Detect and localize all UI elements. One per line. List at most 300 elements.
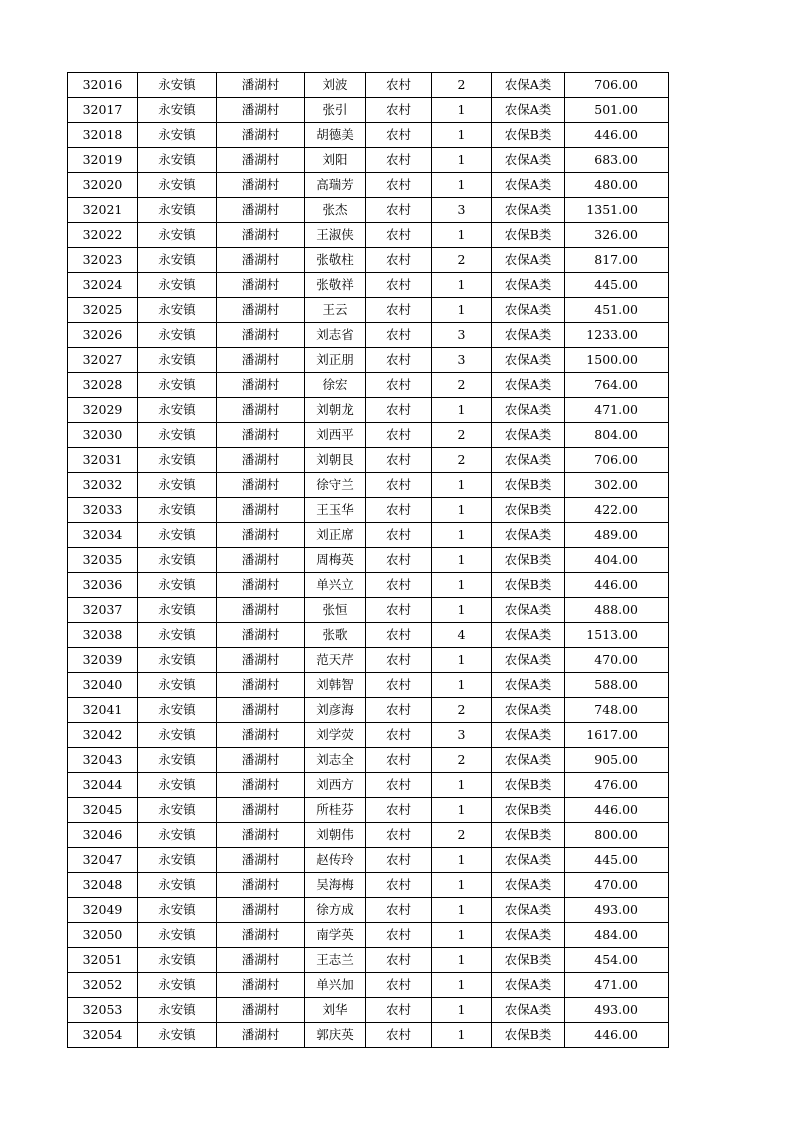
- town-cell: 永安镇: [138, 373, 217, 398]
- record-id-cell: 32019: [68, 148, 138, 173]
- household-type-cell: 农村: [366, 548, 432, 573]
- household-type-cell: 农村: [366, 498, 432, 523]
- town-cell: 永安镇: [138, 423, 217, 448]
- insurance-category-cell: 农保A类: [492, 523, 565, 548]
- table-row: [68, 773, 669, 798]
- insurance-category-cell: 农保A类: [492, 673, 565, 698]
- table-row: [68, 623, 669, 648]
- table-row: [68, 248, 669, 273]
- table-row: [68, 223, 669, 248]
- insurance-category-cell: 农保A类: [492, 748, 565, 773]
- amount-cell: 683.00: [565, 148, 669, 173]
- table-row: [68, 648, 669, 673]
- town-cell: 永安镇: [138, 623, 217, 648]
- amount-cell: 476.00: [565, 773, 669, 798]
- insurance-category-cell: 农保A类: [492, 298, 565, 323]
- insurance-category-cell: 农保A类: [492, 148, 565, 173]
- household-type-cell: 农村: [366, 723, 432, 748]
- household-type-cell: 农村: [366, 573, 432, 598]
- village-cell: 潘湖村: [217, 273, 305, 298]
- amount-cell: 764.00: [565, 373, 669, 398]
- town-cell: 永安镇: [138, 523, 217, 548]
- insurance-category-cell: 农保B类: [492, 223, 565, 248]
- member-count-cell: 2: [432, 823, 492, 848]
- insurance-category-cell: 农保A类: [492, 423, 565, 448]
- name-cell: 王淑侠: [305, 223, 366, 248]
- town-cell: 永安镇: [138, 648, 217, 673]
- record-id-cell: 32030: [68, 423, 138, 448]
- town-cell: 永安镇: [138, 473, 217, 498]
- member-count-cell: 2: [432, 373, 492, 398]
- member-count-cell: 3: [432, 723, 492, 748]
- table-row: [68, 898, 669, 923]
- insurance-category-cell: 农保A类: [492, 448, 565, 473]
- table-row: [68, 498, 669, 523]
- name-cell: 张引: [305, 98, 366, 123]
- town-cell: 永安镇: [138, 723, 217, 748]
- record-id-cell: 32023: [68, 248, 138, 273]
- household-type-cell: 农村: [366, 373, 432, 398]
- member-count-cell: 1: [432, 498, 492, 523]
- member-count-cell: 4: [432, 623, 492, 648]
- record-id-cell: 32054: [68, 1023, 138, 1048]
- insurance-category-cell: 农保A类: [492, 173, 565, 198]
- member-count-cell: 1: [432, 998, 492, 1023]
- amount-cell: 446.00: [565, 1023, 669, 1048]
- household-type-cell: 农村: [366, 248, 432, 273]
- household-type-cell: 农村: [366, 398, 432, 423]
- member-count-cell: 2: [432, 448, 492, 473]
- insurance-category-cell: 农保A类: [492, 248, 565, 273]
- insurance-category-cell: 农保B类: [492, 798, 565, 823]
- table-row: [68, 698, 669, 723]
- amount-cell: 470.00: [565, 873, 669, 898]
- amount-cell: 588.00: [565, 673, 669, 698]
- insurance-category-cell: 农保B类: [492, 773, 565, 798]
- town-cell: 永安镇: [138, 573, 217, 598]
- village-cell: 潘湖村: [217, 223, 305, 248]
- village-cell: 潘湖村: [217, 298, 305, 323]
- name-cell: 吴海梅: [305, 873, 366, 898]
- household-type-cell: 农村: [366, 73, 432, 98]
- insurance-category-cell: 农保A类: [492, 723, 565, 748]
- name-cell: 王云: [305, 298, 366, 323]
- amount-cell: 446.00: [565, 573, 669, 598]
- name-cell: 刘彦海: [305, 698, 366, 723]
- insurance-category-cell: 农保A类: [492, 373, 565, 398]
- record-id-cell: 32042: [68, 723, 138, 748]
- name-cell: 张敬祥: [305, 273, 366, 298]
- member-count-cell: 1: [432, 473, 492, 498]
- member-count-cell: 1: [432, 523, 492, 548]
- household-type-cell: 农村: [366, 773, 432, 798]
- amount-cell: 905.00: [565, 748, 669, 773]
- household-type-cell: 农村: [366, 223, 432, 248]
- household-type-cell: 农村: [366, 473, 432, 498]
- record-id-cell: 32050: [68, 923, 138, 948]
- village-cell: 潘湖村: [217, 773, 305, 798]
- table-row: [68, 798, 669, 823]
- name-cell: 王志兰: [305, 948, 366, 973]
- insurance-category-cell: 农保A类: [492, 598, 565, 623]
- village-cell: 潘湖村: [217, 498, 305, 523]
- record-id-cell: 32053: [68, 998, 138, 1023]
- record-id-cell: 32038: [68, 623, 138, 648]
- table-row: [68, 273, 669, 298]
- table-row: [68, 998, 669, 1023]
- name-cell: 高瑞芳: [305, 173, 366, 198]
- household-type-cell: 农村: [366, 748, 432, 773]
- record-id-cell: 32044: [68, 773, 138, 798]
- household-type-cell: 农村: [366, 523, 432, 548]
- insurance-category-cell: 农保A类: [492, 698, 565, 723]
- village-cell: 潘湖村: [217, 198, 305, 223]
- table-row: [68, 98, 669, 123]
- record-id-cell: 32046: [68, 823, 138, 848]
- household-type-cell: 农村: [366, 298, 432, 323]
- town-cell: 永安镇: [138, 748, 217, 773]
- record-id-cell: 32039: [68, 648, 138, 673]
- name-cell: 赵传玲: [305, 848, 366, 873]
- amount-cell: 480.00: [565, 173, 669, 198]
- amount-cell: 422.00: [565, 498, 669, 523]
- record-id-cell: 32025: [68, 298, 138, 323]
- amount-cell: 501.00: [565, 98, 669, 123]
- name-cell: 刘韩智: [305, 673, 366, 698]
- table-row: [68, 598, 669, 623]
- record-id-cell: 32026: [68, 323, 138, 348]
- village-cell: 潘湖村: [217, 648, 305, 673]
- record-id-cell: 32020: [68, 173, 138, 198]
- town-cell: 永安镇: [138, 873, 217, 898]
- amount-cell: 1233.00: [565, 323, 669, 348]
- amount-cell: 451.00: [565, 298, 669, 323]
- household-type-cell: 农村: [366, 173, 432, 198]
- name-cell: 南学英: [305, 923, 366, 948]
- record-id-cell: 32024: [68, 273, 138, 298]
- amount-cell: 489.00: [565, 523, 669, 548]
- member-count-cell: 2: [432, 698, 492, 723]
- amount-cell: 493.00: [565, 998, 669, 1023]
- village-cell: 潘湖村: [217, 398, 305, 423]
- record-id-cell: 32029: [68, 398, 138, 423]
- amount-cell: 326.00: [565, 223, 669, 248]
- member-count-cell: 1: [432, 398, 492, 423]
- record-id-cell: 32043: [68, 748, 138, 773]
- village-cell: 潘湖村: [217, 323, 305, 348]
- amount-cell: 445.00: [565, 273, 669, 298]
- name-cell: 刘正席: [305, 523, 366, 548]
- amount-cell: 1351.00: [565, 198, 669, 223]
- table-row: [68, 923, 669, 948]
- member-count-cell: 1: [432, 648, 492, 673]
- member-count-cell: 1: [432, 173, 492, 198]
- town-cell: 永安镇: [138, 448, 217, 473]
- record-id-cell: 32031: [68, 448, 138, 473]
- village-cell: 潘湖村: [217, 448, 305, 473]
- village-cell: 潘湖村: [217, 698, 305, 723]
- village-cell: 潘湖村: [217, 923, 305, 948]
- record-id-cell: 32052: [68, 973, 138, 998]
- table-row: [68, 473, 669, 498]
- amount-cell: 817.00: [565, 248, 669, 273]
- town-cell: 永安镇: [138, 848, 217, 873]
- insurance-category-cell: 农保B类: [492, 948, 565, 973]
- amount-cell: 454.00: [565, 948, 669, 973]
- household-type-cell: 农村: [366, 323, 432, 348]
- record-id-cell: 32016: [68, 73, 138, 98]
- table-row: [68, 848, 669, 873]
- table-row: [68, 673, 669, 698]
- record-id-cell: 32049: [68, 898, 138, 923]
- village-cell: 潘湖村: [217, 823, 305, 848]
- record-id-cell: 32037: [68, 598, 138, 623]
- household-type-cell: 农村: [366, 898, 432, 923]
- name-cell: 王玉华: [305, 498, 366, 523]
- member-count-cell: 1: [432, 1023, 492, 1048]
- household-type-cell: 农村: [366, 198, 432, 223]
- household-type-cell: 农村: [366, 98, 432, 123]
- amount-cell: 471.00: [565, 973, 669, 998]
- member-count-cell: 1: [432, 148, 492, 173]
- insurance-category-cell: 农保B类: [492, 123, 565, 148]
- name-cell: 刘正朋: [305, 348, 366, 373]
- village-cell: 潘湖村: [217, 748, 305, 773]
- member-count-cell: 1: [432, 548, 492, 573]
- village-cell: 潘湖村: [217, 348, 305, 373]
- town-cell: 永安镇: [138, 998, 217, 1023]
- table-row: [68, 873, 669, 898]
- record-id-cell: 32018: [68, 123, 138, 148]
- village-cell: 潘湖村: [217, 948, 305, 973]
- amount-cell: 404.00: [565, 548, 669, 573]
- town-cell: 永安镇: [138, 148, 217, 173]
- town-cell: 永安镇: [138, 223, 217, 248]
- village-cell: 潘湖村: [217, 73, 305, 98]
- household-type-cell: 农村: [366, 623, 432, 648]
- table-row: [68, 523, 669, 548]
- name-cell: 刘西方: [305, 773, 366, 798]
- amount-cell: 748.00: [565, 698, 669, 723]
- table-row: [68, 448, 669, 473]
- town-cell: 永安镇: [138, 348, 217, 373]
- table-row: [68, 73, 669, 98]
- village-cell: 潘湖村: [217, 1023, 305, 1048]
- name-cell: 张敬柱: [305, 248, 366, 273]
- town-cell: 永安镇: [138, 598, 217, 623]
- amount-cell: 302.00: [565, 473, 669, 498]
- member-count-cell: 1: [432, 673, 492, 698]
- record-id-cell: 32036: [68, 573, 138, 598]
- village-cell: 潘湖村: [217, 673, 305, 698]
- member-count-cell: 1: [432, 573, 492, 598]
- member-count-cell: 1: [432, 798, 492, 823]
- amount-cell: 471.00: [565, 398, 669, 423]
- record-id-cell: 32041: [68, 698, 138, 723]
- member-count-cell: 1: [432, 598, 492, 623]
- village-cell: 潘湖村: [217, 598, 305, 623]
- member-count-cell: 1: [432, 973, 492, 998]
- name-cell: 单兴立: [305, 573, 366, 598]
- household-type-cell: 农村: [366, 648, 432, 673]
- table-row: [68, 948, 669, 973]
- record-id-cell: 32051: [68, 948, 138, 973]
- amount-cell: 804.00: [565, 423, 669, 448]
- member-count-cell: 3: [432, 323, 492, 348]
- village-cell: 潘湖村: [217, 473, 305, 498]
- table-row: [68, 323, 669, 348]
- name-cell: 单兴加: [305, 973, 366, 998]
- name-cell: 郭庆英: [305, 1023, 366, 1048]
- village-cell: 潘湖村: [217, 798, 305, 823]
- name-cell: 徐方成: [305, 898, 366, 923]
- data-table: [67, 72, 669, 1048]
- village-cell: 潘湖村: [217, 848, 305, 873]
- village-cell: 潘湖村: [217, 548, 305, 573]
- village-cell: 潘湖村: [217, 373, 305, 398]
- insurance-category-cell: 农保B类: [492, 498, 565, 523]
- name-cell: 刘朝艮: [305, 448, 366, 473]
- table-row: [68, 1023, 669, 1048]
- household-type-cell: 农村: [366, 698, 432, 723]
- insurance-category-cell: 农保A类: [492, 273, 565, 298]
- town-cell: 永安镇: [138, 948, 217, 973]
- name-cell: 刘朝伟: [305, 823, 366, 848]
- village-cell: 潘湖村: [217, 98, 305, 123]
- record-id-cell: 32040: [68, 673, 138, 698]
- town-cell: 永安镇: [138, 673, 217, 698]
- table-row: [68, 748, 669, 773]
- household-type-cell: 农村: [366, 598, 432, 623]
- village-cell: 潘湖村: [217, 148, 305, 173]
- member-count-cell: 1: [432, 773, 492, 798]
- town-cell: 永安镇: [138, 73, 217, 98]
- amount-cell: 1513.00: [565, 623, 669, 648]
- table-row: [68, 548, 669, 573]
- name-cell: 所桂芬: [305, 798, 366, 823]
- household-type-cell: 农村: [366, 423, 432, 448]
- household-type-cell: 农村: [366, 948, 432, 973]
- name-cell: 刘华: [305, 998, 366, 1023]
- member-count-cell: 1: [432, 873, 492, 898]
- town-cell: 永安镇: [138, 273, 217, 298]
- town-cell: 永安镇: [138, 298, 217, 323]
- name-cell: 周梅英: [305, 548, 366, 573]
- amount-cell: 493.00: [565, 898, 669, 923]
- household-type-cell: 农村: [366, 873, 432, 898]
- table-row: [68, 348, 669, 373]
- name-cell: 张杰: [305, 198, 366, 223]
- village-cell: 潘湖村: [217, 173, 305, 198]
- town-cell: 永安镇: [138, 173, 217, 198]
- household-type-cell: 农村: [366, 998, 432, 1023]
- member-count-cell: 2: [432, 748, 492, 773]
- household-type-cell: 农村: [366, 448, 432, 473]
- record-id-cell: 32033: [68, 498, 138, 523]
- insurance-category-cell: 农保A类: [492, 348, 565, 373]
- member-count-cell: 1: [432, 223, 492, 248]
- table-row: [68, 298, 669, 323]
- table-row: [68, 973, 669, 998]
- town-cell: 永安镇: [138, 898, 217, 923]
- household-type-cell: 农村: [366, 823, 432, 848]
- name-cell: 范天芹: [305, 648, 366, 673]
- town-cell: 永安镇: [138, 923, 217, 948]
- town-cell: 永安镇: [138, 773, 217, 798]
- name-cell: 刘西平: [305, 423, 366, 448]
- amount-cell: 445.00: [565, 848, 669, 873]
- insurance-category-cell: 农保B类: [492, 1023, 565, 1048]
- name-cell: 刘波: [305, 73, 366, 98]
- insurance-category-cell: 农保A类: [492, 98, 565, 123]
- household-type-cell: 农村: [366, 923, 432, 948]
- village-cell: 潘湖村: [217, 873, 305, 898]
- record-id-cell: 32047: [68, 848, 138, 873]
- insurance-category-cell: 农保A类: [492, 398, 565, 423]
- town-cell: 永安镇: [138, 798, 217, 823]
- record-id-cell: 32048: [68, 873, 138, 898]
- household-type-cell: 农村: [366, 798, 432, 823]
- insurance-category-cell: 农保A类: [492, 973, 565, 998]
- record-id-cell: 32017: [68, 98, 138, 123]
- name-cell: 刘志省: [305, 323, 366, 348]
- amount-cell: 1617.00: [565, 723, 669, 748]
- member-count-cell: 1: [432, 98, 492, 123]
- amount-cell: 488.00: [565, 598, 669, 623]
- table-row: [68, 148, 669, 173]
- town-cell: 永安镇: [138, 973, 217, 998]
- name-cell: 徐守兰: [305, 473, 366, 498]
- town-cell: 永安镇: [138, 323, 217, 348]
- household-type-cell: 农村: [366, 848, 432, 873]
- insurance-category-cell: 农保B类: [492, 548, 565, 573]
- table-row: [68, 573, 669, 598]
- name-cell: 胡德美: [305, 123, 366, 148]
- village-cell: 潘湖村: [217, 623, 305, 648]
- insurance-category-cell: 农保A类: [492, 198, 565, 223]
- member-count-cell: 1: [432, 948, 492, 973]
- amount-cell: 470.00: [565, 648, 669, 673]
- household-type-cell: 农村: [366, 148, 432, 173]
- insurance-category-cell: 农保B类: [492, 473, 565, 498]
- village-cell: 潘湖村: [217, 998, 305, 1023]
- household-type-cell: 农村: [366, 973, 432, 998]
- amount-cell: 484.00: [565, 923, 669, 948]
- member-count-cell: 1: [432, 298, 492, 323]
- town-cell: 永安镇: [138, 698, 217, 723]
- town-cell: 永安镇: [138, 398, 217, 423]
- name-cell: 刘阳: [305, 148, 366, 173]
- amount-cell: 446.00: [565, 798, 669, 823]
- insurance-category-cell: 农保A类: [492, 623, 565, 648]
- table-row: [68, 123, 669, 148]
- village-cell: 潘湖村: [217, 523, 305, 548]
- name-cell: 张歌: [305, 623, 366, 648]
- name-cell: 张恒: [305, 598, 366, 623]
- insurance-category-cell: 农保A类: [492, 648, 565, 673]
- insurance-category-cell: 农保B类: [492, 573, 565, 598]
- village-cell: 潘湖村: [217, 723, 305, 748]
- record-id-cell: 32034: [68, 523, 138, 548]
- record-id-cell: 32035: [68, 548, 138, 573]
- table-row: [68, 173, 669, 198]
- table-row: [68, 423, 669, 448]
- town-cell: 永安镇: [138, 248, 217, 273]
- village-cell: 潘湖村: [217, 573, 305, 598]
- town-cell: 永安镇: [138, 98, 217, 123]
- member-count-cell: 1: [432, 898, 492, 923]
- table-row: [68, 373, 669, 398]
